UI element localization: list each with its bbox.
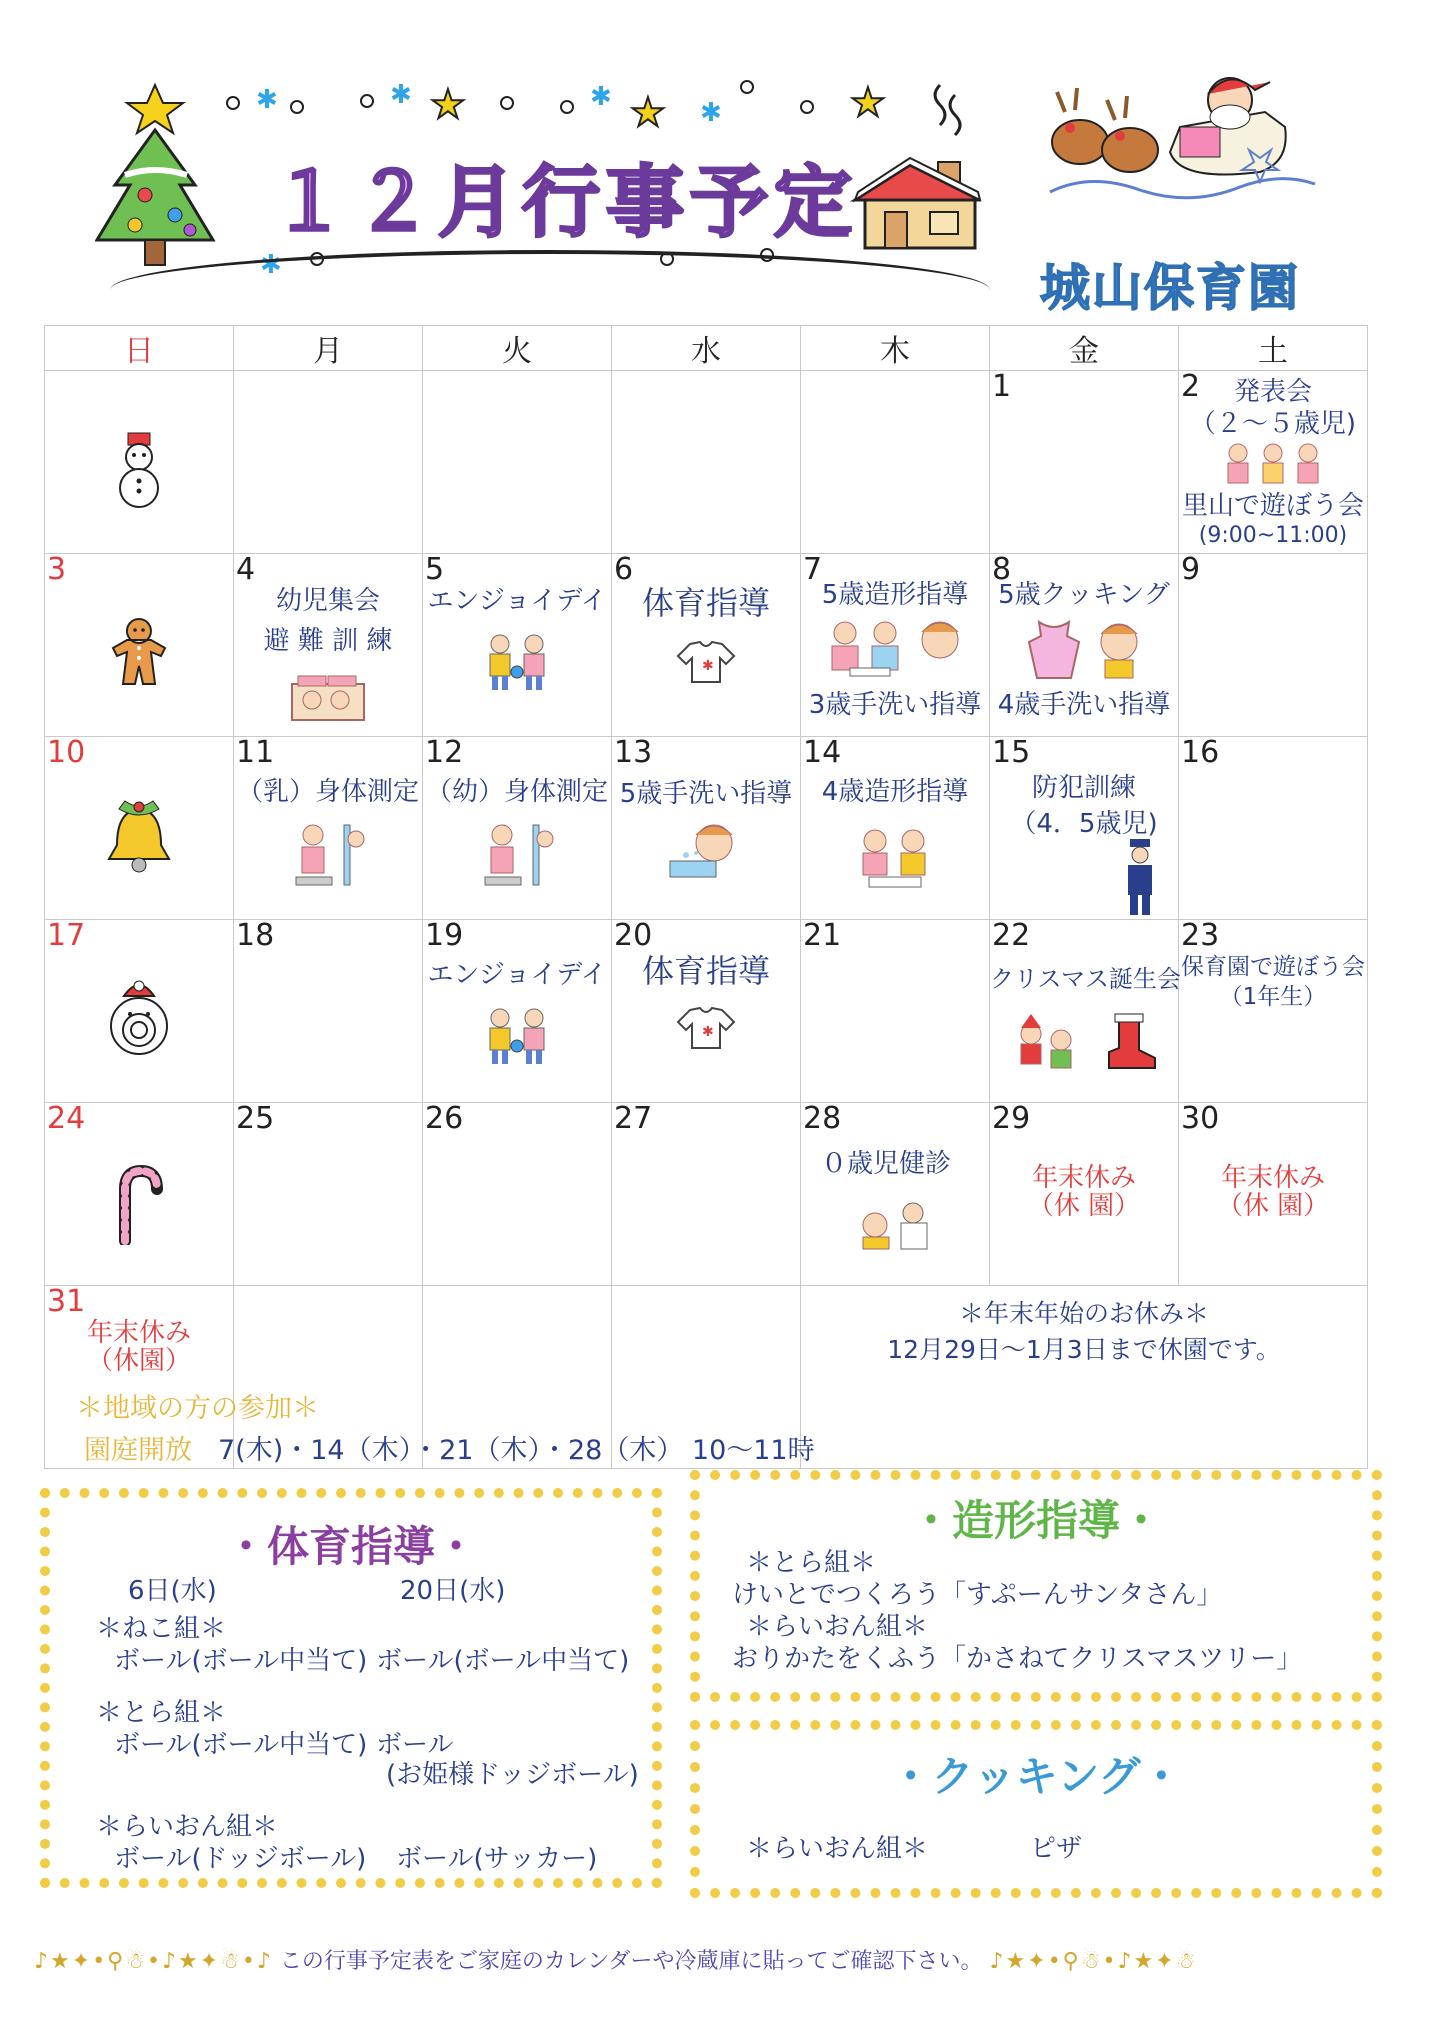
week-row <box>45 371 1368 554</box>
day-cell <box>990 554 1179 737</box>
day-number: 7 <box>803 552 823 587</box>
snow-dot <box>226 96 240 110</box>
children-performing-icon <box>1218 441 1328 486</box>
day-number: 22 <box>992 918 1031 953</box>
event-label: （4．5歳児) <box>1010 809 1158 839</box>
christmas-bell-icon <box>99 797 179 877</box>
day-number: 16 <box>1181 735 1220 770</box>
day-number: 10 <box>47 735 86 770</box>
day-cell <box>801 371 990 554</box>
gym-shirt-icon <box>676 640 736 684</box>
day-number: 29 <box>992 1101 1031 1136</box>
snow-dot <box>740 80 754 94</box>
police-officer-icon <box>1120 837 1160 917</box>
hand-washing-icon <box>666 821 746 881</box>
star-icon: ★ <box>430 82 466 128</box>
pe-tora-1: ボール(ボール中当て) <box>114 1730 368 1760</box>
art-box-title: ・造形指導・ <box>909 1496 1162 1545</box>
weekday-sun: 日 <box>45 326 234 371</box>
children-playing-icon <box>482 632 552 692</box>
community-schedule <box>84 1428 815 1467</box>
day-number: 24 <box>47 1101 86 1136</box>
evacuation-drill-icon <box>288 672 368 722</box>
event-label: 年末休み <box>86 1318 191 1348</box>
day-cell <box>234 737 423 920</box>
christmas-tree-icon <box>95 75 225 275</box>
day-number: 25 <box>236 1101 275 1136</box>
garden-open-dates: 7(木)・14（木）・21（木）・28（木） 10～11時 <box>218 1435 815 1466</box>
day-cell <box>612 1103 801 1286</box>
day-number: 1 <box>992 369 1012 404</box>
week-row <box>45 554 1368 737</box>
pe-raion-1: ボール(ドッジボール) <box>114 1844 367 1874</box>
event-label: 4歳手洗い指導 <box>997 690 1171 720</box>
snow-dot <box>560 100 574 114</box>
snow-dot <box>800 100 814 114</box>
pe-tora-3: (お姫様ドッジボール) <box>386 1760 639 1790</box>
event-label: （幼）身体測定 <box>425 777 608 807</box>
day-cell <box>423 1103 612 1286</box>
snowflake-icon: ✱ <box>256 85 278 115</box>
day-cell <box>801 920 990 1103</box>
event-label: 5歳クッキング <box>998 580 1170 610</box>
day-cell <box>612 920 801 1103</box>
gingerbread-man-icon <box>109 614 169 689</box>
day-cell <box>801 1103 990 1286</box>
santa-face-icon <box>104 978 174 1062</box>
day-number: 6 <box>614 552 634 587</box>
pe-box-title: ・体育指導・ <box>224 1522 477 1571</box>
art-tora-activity: けいとでつくろう「すぷーんサンタさん」 <box>732 1580 1223 1610</box>
day-cell <box>612 554 801 737</box>
event-label: 里山で遊ぼう会 <box>1181 491 1364 521</box>
art-instruction-box <box>690 1470 1382 1702</box>
day-number: 23 <box>1181 918 1220 953</box>
day-cell <box>234 371 423 554</box>
weekday-header-row <box>45 326 1368 371</box>
day-number: 18 <box>236 918 275 953</box>
day-number: 15 <box>992 735 1031 770</box>
event-label: 4歳造形指導 <box>821 777 969 807</box>
pe-neko-1: ボール(ボール中当て) <box>114 1646 368 1676</box>
cooking-item: ピザ <box>1030 1834 1083 1864</box>
snow-ground <box>110 250 990 290</box>
day-cell <box>234 1103 423 1286</box>
weekday-sat: 土 <box>1179 326 1368 371</box>
event-label: 避 難 訓 練 <box>263 626 393 656</box>
day-cell <box>990 737 1179 920</box>
day-number: 28 <box>803 1101 842 1136</box>
cooking-box-title: ・クッキング・ <box>889 1752 1183 1801</box>
garden-open-label: 園庭開放 <box>84 1435 192 1466</box>
event-label: 体育指導 <box>641 584 770 622</box>
event-label: 5歳造形指導 <box>821 580 969 610</box>
day-cell <box>45 737 234 920</box>
header-decoration <box>0 0 1433 320</box>
holiday-note-heading: ＊年末年始のお休み＊ <box>958 1299 1209 1328</box>
event-label: 年末休み <box>1220 1163 1325 1193</box>
week-row <box>45 737 1368 920</box>
pe-date-1: 6日(水) <box>128 1576 217 1606</box>
day-cell <box>1179 920 1368 1103</box>
weekday-mon: 月 <box>234 326 423 371</box>
pe-date-2: 20日(水) <box>400 1576 506 1606</box>
day-number: 2 <box>1181 369 1201 404</box>
snow-dot <box>500 96 514 110</box>
day-number: 27 <box>614 1101 653 1136</box>
footer <box>34 1944 1394 1975</box>
day-number: 5 <box>425 552 445 587</box>
children-playing-icon <box>482 1006 552 1066</box>
snow-dot <box>360 94 374 108</box>
event-label: 防犯訓練 <box>1031 773 1136 803</box>
day-cell <box>801 554 990 737</box>
day-number: 8 <box>992 552 1012 587</box>
christmas-party-icon <box>1009 1012 1159 1072</box>
event-label: クリスマス誕生会 <box>990 965 1182 993</box>
day-cell <box>45 1103 234 1286</box>
event-label: （1年生） <box>1219 984 1327 1010</box>
day-cell <box>234 920 423 1103</box>
art-raion-activity: おりかたをくふう「かさねてクリスマスツリー」 <box>732 1644 1303 1674</box>
body-measurement-icon <box>477 821 557 887</box>
day-number: 4 <box>236 552 256 587</box>
day-cell <box>234 554 423 737</box>
event-label: 体育指導 <box>641 952 770 990</box>
page-title: １２月行事予定 <box>270 158 859 248</box>
crafting-children-icon <box>820 618 970 678</box>
pe-neko-2: ボール(ボール中当て) <box>376 1646 630 1676</box>
event-label: （休 園） <box>1216 1191 1330 1221</box>
art-group-tora: ＊とら組＊ <box>746 1548 877 1578</box>
svg-text:✱: ✱ <box>702 658 714 674</box>
holiday-note-cell <box>801 1286 1368 1469</box>
school-name: 城山保育園 <box>1040 259 1300 317</box>
day-cell <box>45 920 234 1103</box>
weekday-fri: 金 <box>990 326 1179 371</box>
day-cell <box>423 371 612 554</box>
candy-cane-icon <box>109 1165 169 1245</box>
event-label: エンジョイデイ <box>427 586 607 616</box>
footer-text: この行事予定表をご家庭のカレンダーや冷蔵庫に貼ってご確認下さい。 <box>279 1949 983 1974</box>
snowman-icon <box>114 431 164 511</box>
day-cell <box>423 920 612 1103</box>
day-number: 13 <box>614 735 653 770</box>
event-label: 5歳手洗い指導 <box>619 779 793 809</box>
apron-cooking-icon <box>1019 618 1149 680</box>
svg-text:✱: ✱ <box>702 1024 714 1040</box>
event-label: （休園） <box>86 1346 191 1376</box>
day-cell <box>990 371 1179 554</box>
day-number: 26 <box>425 1101 464 1136</box>
snow-dot <box>290 100 304 114</box>
santa-sleigh-icon <box>1030 72 1320 212</box>
gym-shirt-icon <box>676 1006 736 1050</box>
pe-group-tora: ＊とら組＊ <box>96 1698 227 1728</box>
snowflake-icon: ✱ <box>700 98 722 128</box>
day-number: 30 <box>1181 1101 1220 1136</box>
day-number: 3 <box>47 552 67 587</box>
holiday-note-text: 12月29日～1月3日まで休園です。 <box>887 1335 1281 1364</box>
health-checkup-icon <box>855 1199 935 1251</box>
day-cell <box>1179 737 1368 920</box>
event-label: （２～５歳児) <box>1189 409 1357 439</box>
week-row <box>45 1103 1368 1286</box>
day-cell <box>612 737 801 920</box>
event-label: 発表会 <box>1233 377 1312 407</box>
event-label: 年末休み <box>1031 1163 1136 1193</box>
day-cell <box>990 1103 1179 1286</box>
pe-group-raion: ＊らいおん組＊ <box>96 1812 279 1842</box>
snowflake-icon: ✱ <box>260 250 282 280</box>
event-label: 3歳手洗い指導 <box>808 690 982 720</box>
event-label: 幼児集会 <box>275 586 380 616</box>
day-number: 9 <box>1181 552 1201 587</box>
pe-raion-2: ボール(サッカー) <box>396 1844 598 1874</box>
pe-group-neko: ＊ねこ組＊ <box>96 1614 227 1644</box>
star-icon: ★ <box>850 80 886 126</box>
weekday-tue: 火 <box>423 326 612 371</box>
day-cell <box>423 554 612 737</box>
day-cell <box>990 918 1182 1103</box>
star-icon: ★ <box>630 90 666 136</box>
day-cell <box>801 737 990 920</box>
day-number: 11 <box>236 735 275 770</box>
art-group-raion: ＊らいおん組＊ <box>746 1612 929 1642</box>
event-label: ０歳児健診 <box>821 1149 952 1179</box>
day-cell <box>45 554 234 737</box>
event-label: （乳）身体測定 <box>236 777 419 807</box>
event-label: （休 園） <box>1027 1191 1141 1221</box>
footer-decoration-left: ♪★✦•⚲☃•♪★✦☃•♪ <box>34 1949 273 1974</box>
cooking-group: ＊らいおん組＊ <box>746 1834 929 1864</box>
cooking-box <box>690 1720 1382 1898</box>
weekday-wed: 水 <box>612 326 801 371</box>
event-label: 保育園で遊ぼう会 <box>1181 954 1365 980</box>
day-number: 20 <box>614 918 653 953</box>
crafting-children-icon <box>855 825 935 891</box>
day-number: 19 <box>425 918 464 953</box>
day-cell <box>1179 371 1368 554</box>
snowflake-icon: ✱ <box>390 80 412 110</box>
weekday-thu: 木 <box>801 326 990 371</box>
day-number: 12 <box>425 735 464 770</box>
day-number: 14 <box>803 735 842 770</box>
snowflake-icon: ✱ <box>590 82 612 112</box>
day-cell <box>1179 554 1368 737</box>
calendar-grid <box>44 325 1368 1469</box>
pe-tora-2: ボール <box>376 1730 454 1760</box>
community-heading: ＊地域の方の参加＊ <box>76 1393 319 1424</box>
day-number: 17 <box>47 918 86 953</box>
event-label: エンジョイデイ <box>427 960 607 990</box>
pe-instruction-box <box>40 1488 662 1888</box>
house-icon <box>850 80 990 255</box>
footer-decoration-right: ♪★✦•⚲☃•♪★✦☃ <box>989 1949 1198 1974</box>
day-cell <box>423 737 612 920</box>
day-cell <box>1179 1103 1368 1286</box>
day-cell <box>612 371 801 554</box>
body-measurement-icon <box>288 821 368 887</box>
day-number: 31 <box>47 1284 86 1319</box>
event-label: (9:00~11:00) <box>1198 523 1348 548</box>
week-row <box>45 920 1368 1103</box>
day-number: 21 <box>803 918 842 953</box>
day-cell <box>45 371 234 554</box>
